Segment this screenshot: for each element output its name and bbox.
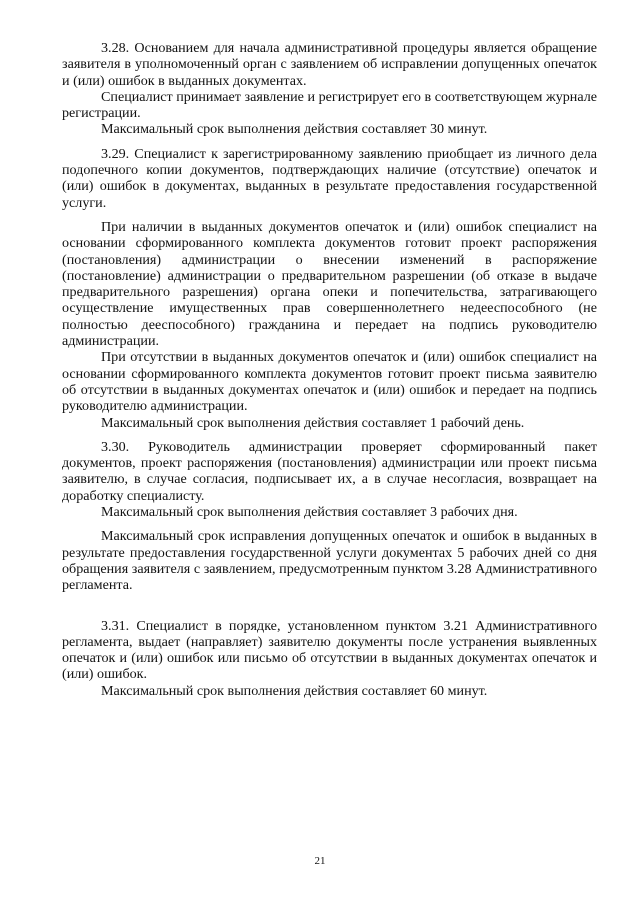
paragraph-deadline-30-min: Максимальный срок выполнения действия составляет 30 минут.	[101, 121, 488, 138]
page-number: 21	[314, 855, 326, 867]
paragraph-deadline-60-min: Максимальный срок выполнения действия составляет 60 минут.	[101, 682, 488, 699]
paragraph-errors-absent: При отсутствии в выданных документов опечаток и (или) ошибок специалист на основании сформированного комплекта документов готовит проект письма заявителю об отсутствии в выданных документах опечаток и (или) ошибок и передает на подпись руководителю администрации.	[62, 349, 597, 415]
paragraph-deadline-3-days: Максимальный срок выполнения действия составляет 3 рабочих дня.	[101, 504, 518, 521]
paragraph-3-31: 3.31. Специалист в порядке, установленном пунктом 3.21 Административного регламента, выдает (направляет) заявителю документы после устранения выявленных опечаток и (или) ошибок или письмо об отсутствии в выданных документах опечаток и (или) ошибок.	[62, 617, 597, 683]
paragraph-deadline-1-day: Максимальный срок выполнения действия составляет 1 рабочий день.	[101, 414, 525, 431]
document-page	[62, 40, 597, 699]
paragraph-errors-present: При наличии в выданных документов опечаток и (или) ошибок специалист на основании сформированного комплекта документов готовит проект распоряжения (постановления) администрации о внесении изменений в распоряжение (постановление) администрации о предварительном разрешении (об отказе в выдаче предварительного разрешения) органа опеки и попечительства, затрагивающего осуществление имущественных прав совершеннолетнего недееспособного (не полностью дееспособного) гражданина и передает на подпись руководителю администрации.	[62, 218, 597, 350]
paragraph-registration: Специалист принимает заявление и регистрирует его в соответствующем журнале регистрации.	[62, 88, 597, 122]
paragraph-3-29: 3.29. Специалист к зарегистрированному заявлению приобщает из личного дела подопечного копии документов, подтверждающих наличие (отсутствие) опечаток и (или) ошибок в документах, выданных в результате предоставления государственной услуги.	[62, 145, 597, 211]
paragraph-correction-deadline: Максимальный срок исправления допущенных опечаток и ошибок в выданных в результате предоставления государственной услуги документах 5 рабочих дней со дня обращения заявителя с заявлением, предусмотренным пунктом 3.28 Административного регламента.	[62, 528, 597, 594]
paragraph-3-30: 3.30. Руководитель администрации проверяет сформированный пакет документов, проект распоряжения (постановления) администрации или проект письма заявителю, в случае согласия, подписывает их, а в случае несогласия, возвращает на доработку специалисту.	[62, 438, 597, 504]
paragraph-3-28: 3.28. Основанием для начала административной процедуры является обращение заявителя в уполномоченный орган с заявлением об исправлении допущенных опечаток и (или) ошибок в выданных документах.	[62, 40, 597, 89]
